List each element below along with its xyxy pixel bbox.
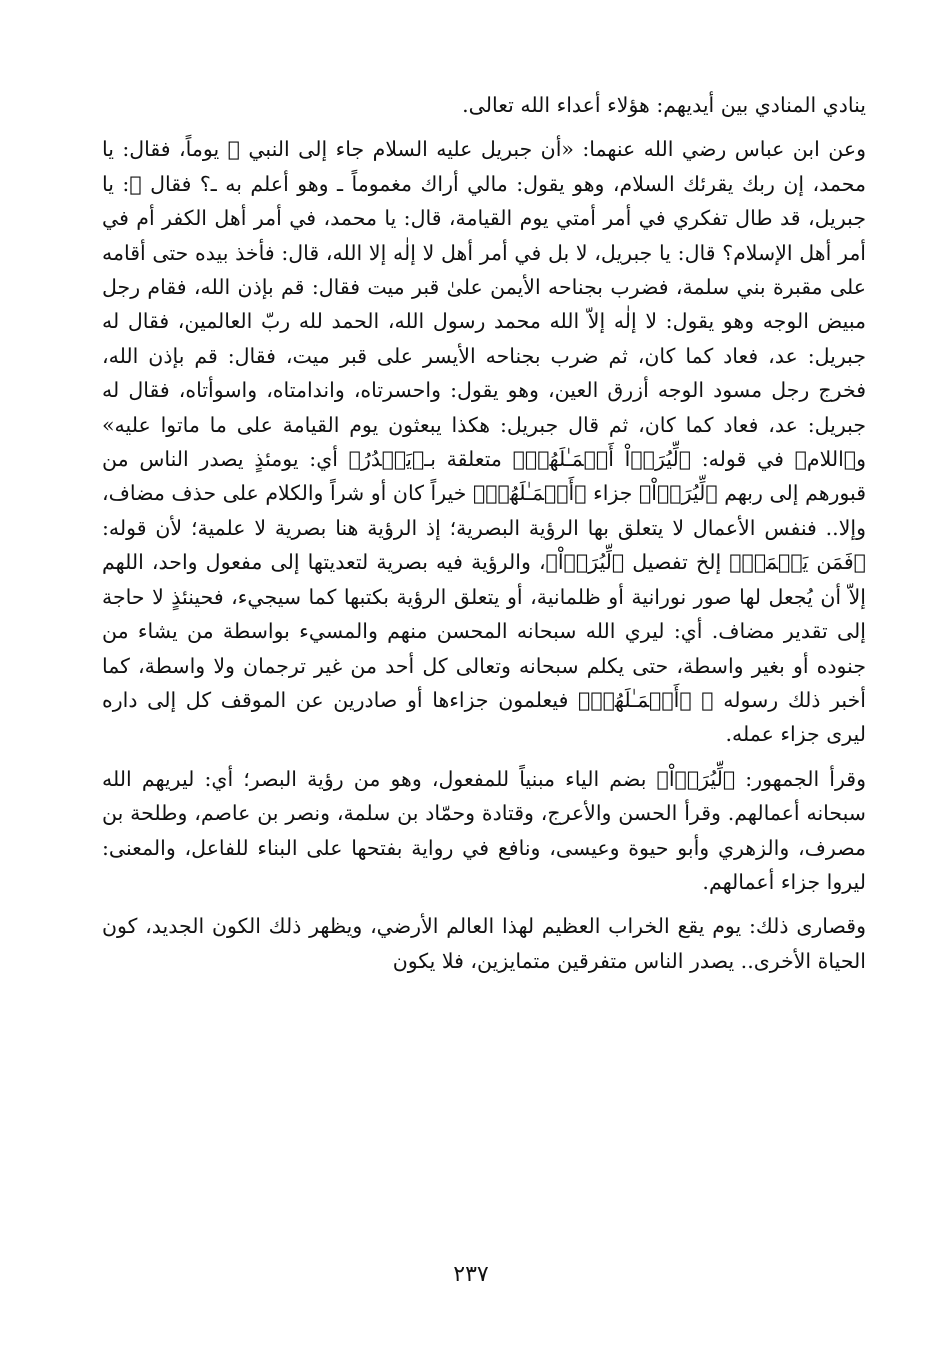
- paragraph-2: وعن ابن عباس رضي الله عنهما: «أن جبريل عليه السلام جاء إلى النبي ﷺ يوماً، فقال: يا محمد، إن ربك يقرئك السلام، وهو يقول: مالي أراك مغموماً ـ وهو أعلم به ـ؟ فقال ﷺ: يا جبريل، قد طال تفكري في أمر أمتي يوم القيامة، قال: يا محمد، في أمر أهل الكفر أم في أمر أهل الإسلام؟ قال: يا جبريل، لا بل في أمر أهل لا إلٰه إلا الله، قال: فأخذ بيده حتى أقامه على مقبرة بني سلمة، فضرب بجناحه الأيمن علىٰ قبر ميت فقال: قم بإذن الله، فقام رجل مبيض الوجه وهو يقول: لا إلٰه إلاّ الله محمد رسول الله، الحمد لله ربّ العالمين، فقال له جبريل: عد، فعاد كما كان، ثم ضرب بجناحه الأيسر على قبر ميت، فقال: قم بإذن الله، فخرج رجل مسود الوجه أزرق العين، وهو يقول: واحسرتاه، واندامتاه، واسوأتاه، فقال له جبريل: عد، فعاد كما كان، ثم قال جبريل: هكذا يبعثون يوم القيامة على ما ماتوا عليه» و﴿اللام﴾ في قوله: ﴿لِّيُرَوۡاْ أَعۡمَـٰلَهُمۡ﴾ متعلقة بـ﴿يَصۡدُرُ﴾ أي: يومئذٍ يصدر الناس من قبورهم إلى ربهم ﴿لِّيُرَوۡاْ﴾ جزاء ﴿أَعۡمَـٰلَهُمۡ﴾ خيراً كان أو شراً والكلام على حذف مضاف، وإلا.. فنفس الأعمال لا يتعلق بها الرؤية البصرية؛ إذ الرؤية هنا بصرية لا علمية؛ لأن قوله: ﴿فَمَن يَعۡمَلۡ﴾ إلخ تفصيل ﴿لِّيُرَوۡاْ﴾، والرؤية فيه بصرية لتعديتها إلى مفعول واحد، اللهم إلاّ أن يُجعل لها صور نورانية أو ظلمانية، أو يتعلق الرؤية بكتبها كما سيجيء، فحينئذٍ لا حاجة إلى تقدير مضاف. أي: ليري الله سبحانه المحسن منهم والمسيء بواسطة من يشاء من جنوده أو بغير واسطة، حتى يكلم سبحانه وتعالى كل أحد من غير ترجمان ولا واسطة، كما أخبر ذلك رسوله ﷺ ﴿أَعۡمَـٰلَهُمۡ﴾ فيعلمون جزاءها أو صادرين عن الموقف كل إلى داره ليرى جزاء عمله.: [102, 137, 866, 747]
- paragraph-1: ينادي المنادي بين أيديهم: هؤلاء أعداء الله تعالى.: [462, 93, 866, 117]
- paragraph-4: وقصارى ذلك: يوم يقع الخراب العظيم لهذا العالم الأرضي، ويظهر ذلك الكون الجديد، كون الحياة الأخرى.. يصدر الناس متفرقين متمايزين، فلا يكون: [102, 914, 866, 973]
- page-body: [102, 88, 866, 978]
- paragraph-3: وقرأ الجمهور: ﴿لِّيُرَوۡاْ﴾ بضم الياء مبنياً للمفعول، وهو من رؤية البصر؛ أي: ليريهم الله سبحانه أعمالهم. وقرأ الحسن والأعرج، وقتادة وحمّاد بن سلمة، ونصر بن عاصم، وطلحة بن مصرف، والزهري وأبو حيوة وعيسى، ونافع في رواية بفتحها على البناء للفاعل، والمعنى: ليروا جزاء أعمالهم.: [102, 766, 866, 894]
- page-number: ٢٣٧: [453, 1262, 489, 1287]
